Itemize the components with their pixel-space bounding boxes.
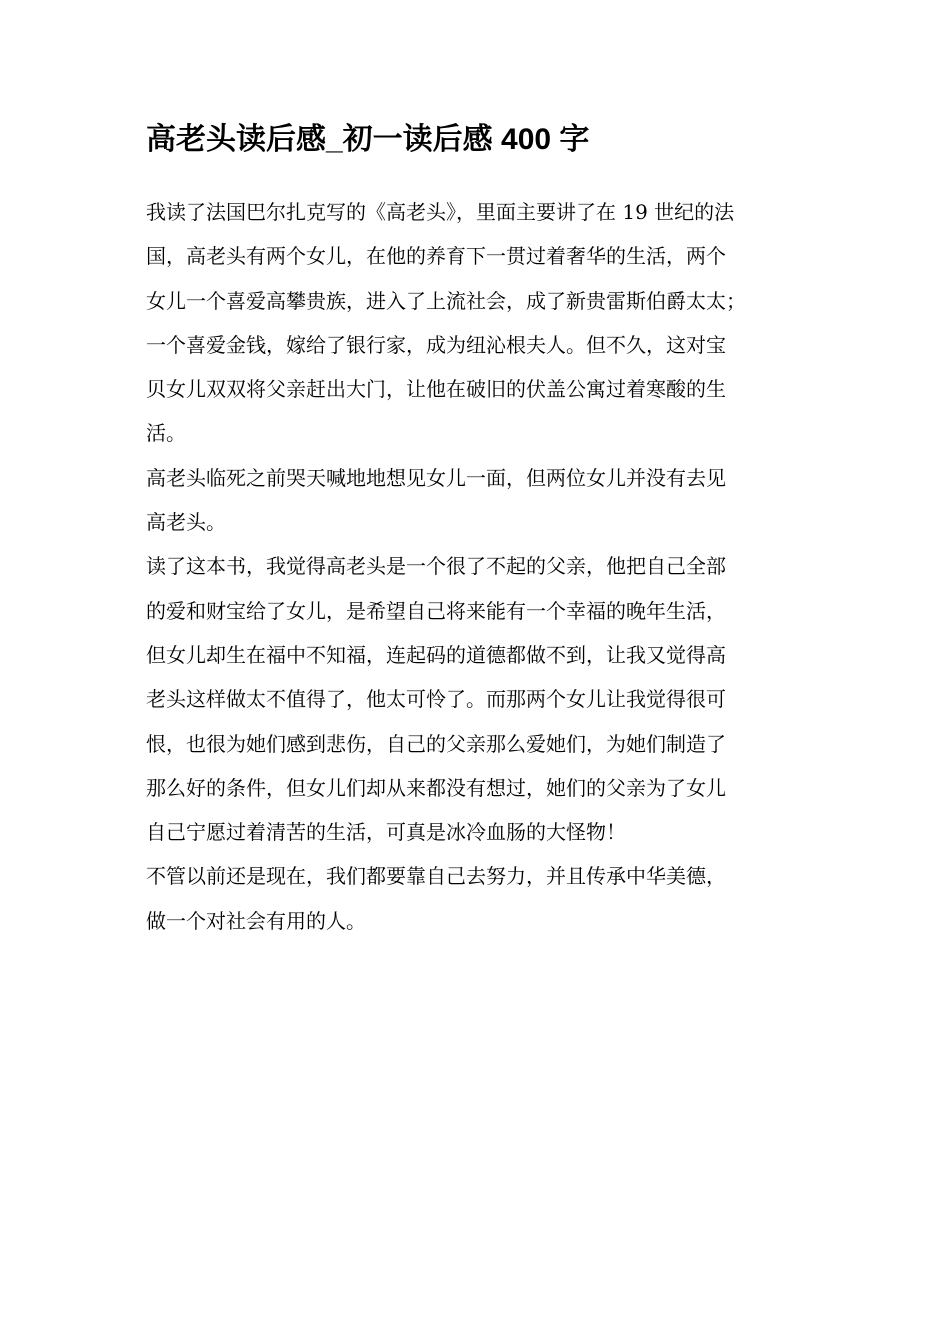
body-line: 恨，也很为她们感到悲伤，自己的父亲那么爱她们，为她们制造了 [146,731,726,756]
document-title: 高老头读后感_初一读后感 400 字 [146,123,590,156]
body-line: 国，高老头有两个女儿，在他的养育下一贯过着奢华的生活，两个 [146,244,726,269]
body-line: 贝女儿双双将父亲赶出大门，让他在破旧的伏盖公寓过着寒酸的生 [146,377,726,402]
body-line: 女儿一个喜爱高攀贵族，进入了上流社会，成了新贵雷斯伯爵太太； [146,288,746,313]
body-line: 自己宁愿过着清苦的生活，可真是冰冷血肠的大怪物！ [146,820,626,845]
document-body [146,190,811,943]
body-line: 那么好的条件，但女儿们却从来都没有想过，她们的父亲为了女儿 [146,775,726,800]
body-line: 不管以前还是现在，我们都要靠自己去努力，并且传承中华美德， [146,864,726,889]
body-line: 我读了法国巴尔扎克写的《高老头》，里面主要讲了在 19 世纪的法 [146,200,735,224]
body-line: 活。 [146,421,186,446]
body-line: 老头这样做太不值得了，他太可怜了。而那两个女儿让我觉得很可 [146,687,726,712]
body-line: 读了这本书，我觉得高老头是一个很了不起的父亲，他把自己全部 [146,554,726,579]
body-line: 做一个对社会有用的人。 [146,908,366,933]
body-line: 一个喜爱金钱，嫁给了银行家，成为纽沁根夫人。但不久，这对宝 [146,332,726,357]
body-line: 但女儿却生在福中不知福，连起码的道德都做不到，让我又觉得高 [146,642,726,667]
body-line: 高老头。 [146,510,226,535]
body-line: 的爱和财宝给了女儿，是希望自己将来能有一个幸福的晚年生活， [146,598,726,623]
body-line: 高老头临死之前哭天喊地地想见女儿一面，但两位女儿并没有去见 [146,465,726,490]
